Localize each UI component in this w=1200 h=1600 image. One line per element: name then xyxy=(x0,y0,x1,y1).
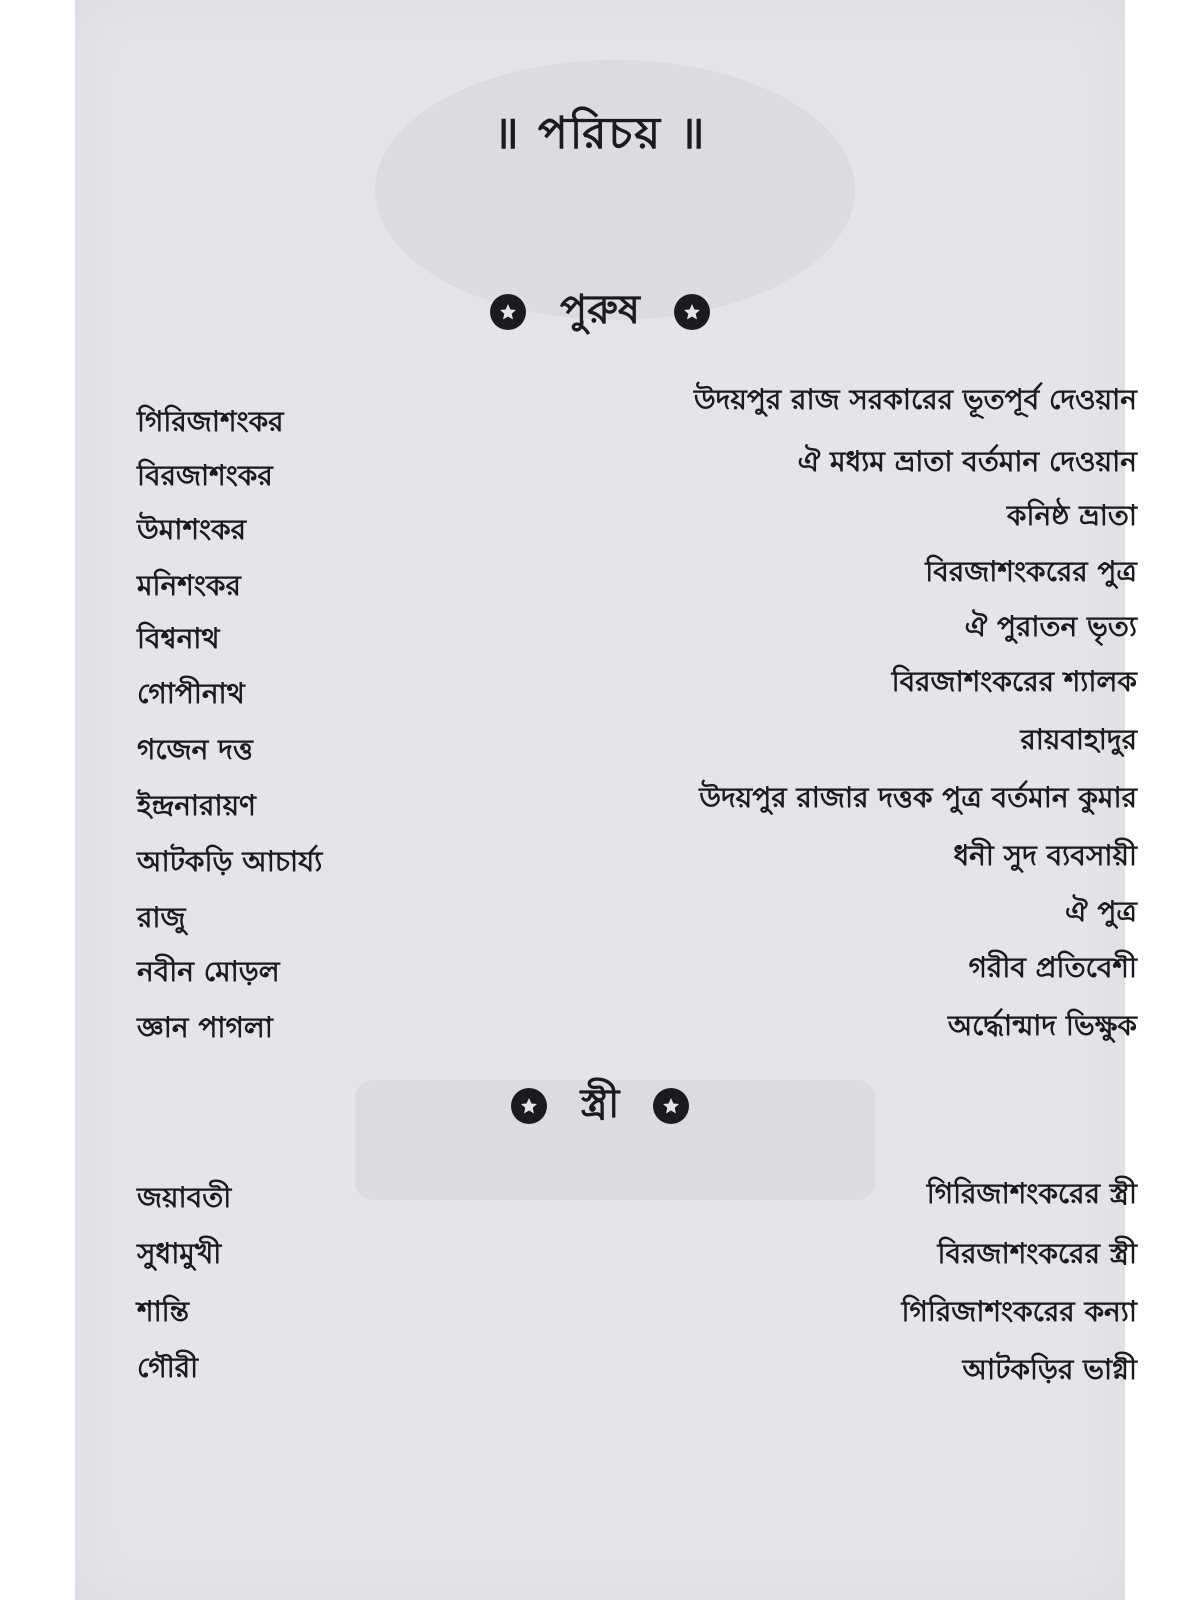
character-description: গরীব প্রতিবেশী xyxy=(968,951,1137,984)
flower-ornament-icon xyxy=(653,1088,689,1124)
character-name: বিশ্বনাথ xyxy=(137,622,220,655)
character-row xyxy=(137,776,1137,822)
character-description: রায়বাহাদুর xyxy=(1020,723,1137,756)
flower-ornament-icon xyxy=(490,294,526,330)
character-row xyxy=(137,1004,1137,1050)
character-row xyxy=(137,378,1137,438)
section-heading-label: পুরুষ xyxy=(560,287,640,333)
character-row xyxy=(137,834,1137,880)
character-name: আটকড়ি আচার্য্য xyxy=(137,845,323,878)
character-description: ঐ পুত্র xyxy=(1065,895,1137,928)
flower-ornament-icon xyxy=(674,294,710,330)
character-row xyxy=(137,1348,1137,1394)
character-name: গৌরী xyxy=(137,1351,199,1384)
character-name: ইন্দ্রনারায়ণ xyxy=(137,789,256,822)
section-heading-label: স্ত্রী xyxy=(580,1081,620,1127)
character-row xyxy=(137,890,1137,936)
character-description: বিরজাশংকরের শ্যালক xyxy=(891,665,1137,698)
character-row xyxy=(137,1290,1137,1336)
character-description: কনিষ্ঠ ভ্রাতা xyxy=(1006,499,1137,532)
character-row xyxy=(137,550,1137,602)
section-heading-women xyxy=(75,1072,1125,1139)
page-title: ॥ পরিচয় ॥ xyxy=(493,108,707,159)
character-name: শান্তি xyxy=(137,1295,189,1328)
character-row xyxy=(137,946,1137,992)
character-description: গিরিজাশংকরের কন্যা xyxy=(901,1295,1137,1328)
character-name: গিরিজাশংকর xyxy=(137,405,284,438)
character-name: বিরজাশংকর xyxy=(137,459,273,492)
character-row xyxy=(137,718,1137,764)
character-name: জ্ঞান পাগলা xyxy=(137,1011,273,1044)
character-name: জয়াবতী xyxy=(137,1181,232,1214)
character-description: ঐ মধ্যম ভ্রাতা বর্তমান দেওয়ান xyxy=(797,445,1137,478)
character-name: মনিশংকর xyxy=(137,569,241,602)
character-row xyxy=(137,440,1137,492)
character-row xyxy=(137,494,1137,546)
character-name: গজেন দত্ত xyxy=(137,733,253,766)
flower-ornament-icon xyxy=(511,1088,547,1124)
character-description: অর্দ্ধোন্মাদ ভিক্ষুক xyxy=(947,1009,1137,1042)
character-row xyxy=(137,605,1137,655)
character-description: ধনী সুদ ব্যবসায়ী xyxy=(953,839,1137,872)
character-description: আটকড়ির ভাগ্নী xyxy=(962,1353,1137,1386)
character-row xyxy=(137,660,1137,710)
character-name: সুধামুখী xyxy=(137,1237,222,1270)
section-heading-men xyxy=(75,278,1125,345)
character-name: নবীন মোড়ল xyxy=(137,955,280,988)
character-name: গোপীনাথ xyxy=(137,677,245,710)
book-page xyxy=(75,0,1137,1600)
character-description: উদয়পুর রাজার দত্তক পুত্র বর্তমান কুমার xyxy=(699,781,1137,814)
character-row xyxy=(137,1232,1137,1278)
character-description: বিরজাশংকরের স্ত্রী xyxy=(937,1237,1137,1270)
character-name: রাজু xyxy=(137,901,186,934)
character-description: গিরিজাশংকরের স্ত্রী xyxy=(926,1177,1137,1210)
character-description: উদয়পুর রাজ সরকারের ভূতপূর্ব দেওয়ান xyxy=(693,383,1137,416)
character-row xyxy=(137,1172,1137,1218)
character-name: উমাশংকর xyxy=(137,513,247,546)
character-description: ঐ পুরাতন ভৃত্য xyxy=(964,610,1137,643)
character-description: বিরজাশংকরের পুত্র xyxy=(925,555,1137,588)
